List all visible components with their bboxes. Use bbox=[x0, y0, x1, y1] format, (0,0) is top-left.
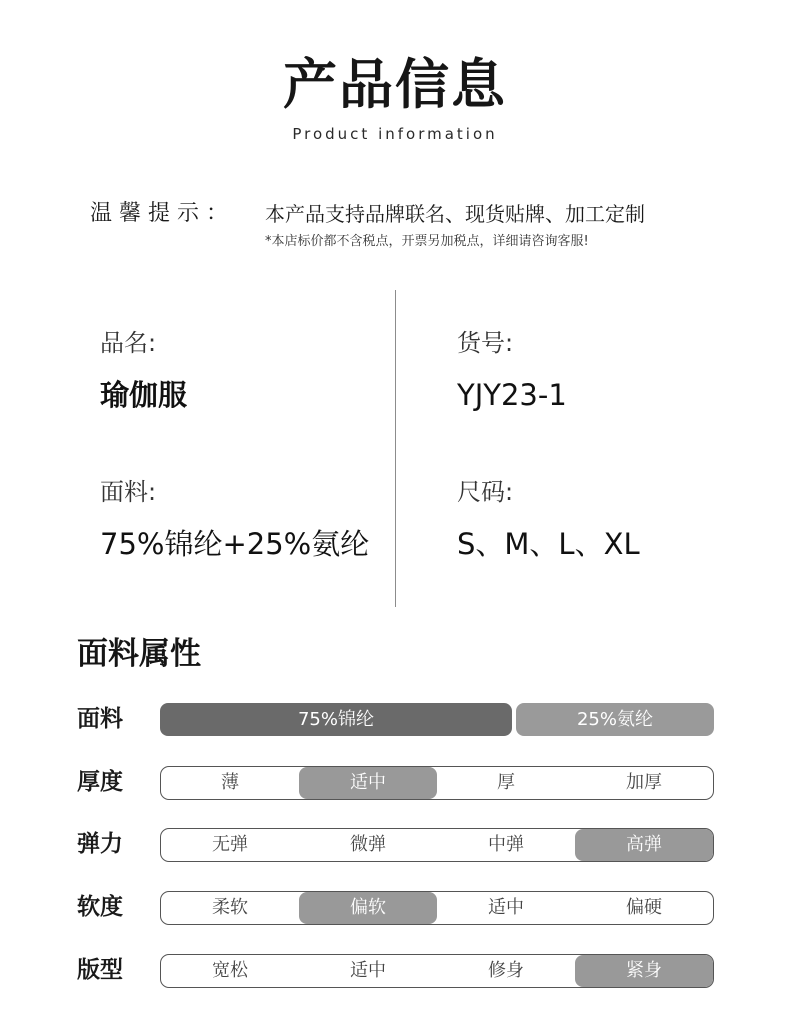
fit-option: 宽松 bbox=[212, 960, 248, 981]
size-label: 尺码: bbox=[457, 478, 514, 506]
softness-option: 柔软 bbox=[212, 897, 248, 918]
thickness-option: 厚 bbox=[497, 772, 515, 793]
fit-scale bbox=[160, 954, 714, 988]
fit-option: 适中 bbox=[350, 960, 386, 981]
fabric-value: 75%锦纶+25%氨纶 bbox=[100, 527, 370, 561]
softness-scale bbox=[160, 891, 714, 925]
fabric-segment-nylon: 75%锦纶 bbox=[160, 703, 512, 736]
elasticity-label: 弹力 bbox=[77, 831, 123, 857]
elasticity-scale bbox=[160, 828, 714, 862]
fabric-label: 面料: bbox=[100, 478, 157, 506]
sku-label: 货号: bbox=[457, 329, 514, 357]
softness-option: 偏软 bbox=[299, 892, 437, 924]
product-name-value: 瑜伽服 bbox=[100, 378, 188, 412]
tip-text: 本产品支持品牌联名、现货贴牌、加工定制 bbox=[265, 202, 645, 226]
product-name-label: 品名: bbox=[100, 329, 157, 357]
page-title: 产品信息 bbox=[283, 53, 507, 116]
info-divider bbox=[395, 290, 396, 607]
fabric-row-label: 面料 bbox=[77, 706, 123, 732]
thickness-option: 加厚 bbox=[626, 772, 662, 793]
elasticity-option: 中弹 bbox=[488, 834, 524, 855]
section-title: 面料属性 bbox=[77, 636, 201, 672]
elasticity-option: 微弹 bbox=[350, 834, 386, 855]
tip-label: 温馨提示： bbox=[90, 201, 236, 226]
softness-label: 软度 bbox=[77, 894, 123, 920]
softness-option: 适中 bbox=[488, 897, 524, 918]
thickness-option: 适中 bbox=[299, 767, 437, 799]
fit-option: 紧身 bbox=[575, 955, 713, 987]
size-value: S、M、L、XL bbox=[457, 527, 640, 561]
thickness-label: 厚度 bbox=[77, 769, 123, 795]
fit-label: 版型 bbox=[77, 957, 123, 983]
sku-value: YJY23-1 bbox=[457, 378, 567, 412]
header bbox=[0, 52, 790, 144]
tip-note: *本店标价都不含税点，开票另加税点，详细请咨询客服! bbox=[265, 234, 589, 249]
elasticity-option: 无弹 bbox=[212, 834, 248, 855]
softness-option: 偏硬 bbox=[626, 897, 662, 918]
thickness-scale bbox=[160, 766, 714, 800]
elasticity-option: 高弹 bbox=[575, 829, 713, 861]
page-subtitle: Product information bbox=[292, 125, 498, 143]
thickness-option: 薄 bbox=[221, 772, 239, 793]
fabric-composition-bar bbox=[160, 703, 714, 736]
fabric-segment-spandex: 25%氨纶 bbox=[516, 703, 714, 736]
fit-option: 修身 bbox=[488, 960, 524, 981]
